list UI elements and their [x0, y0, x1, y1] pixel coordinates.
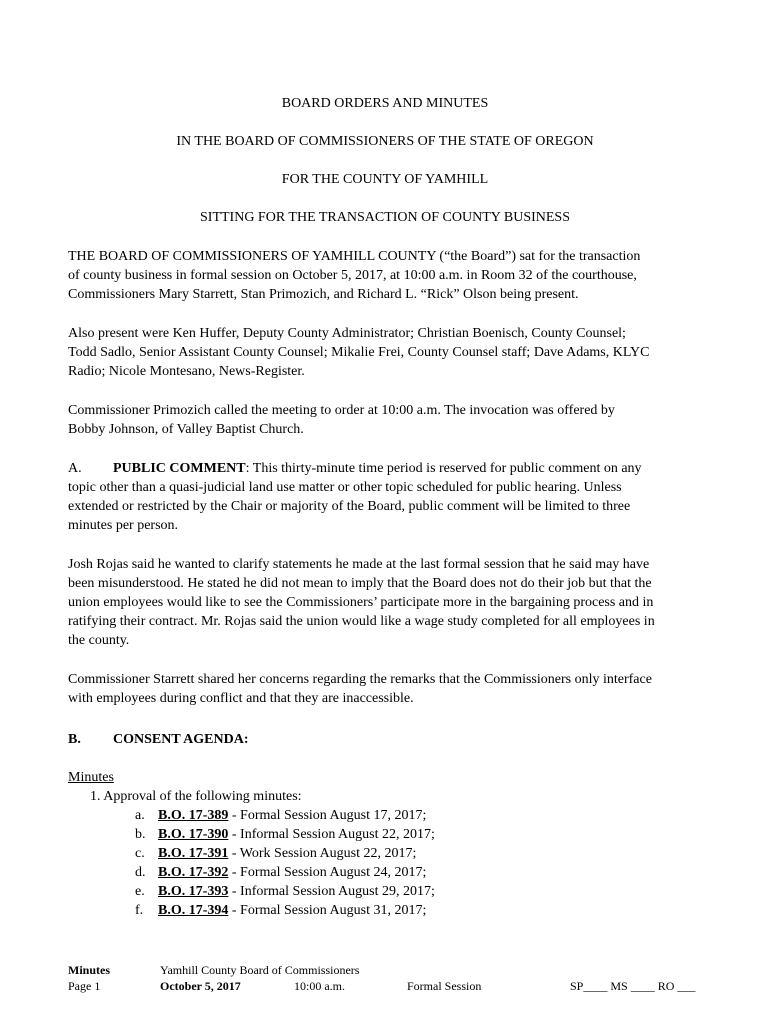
board-order-number: B.O. 17-394 — [158, 903, 229, 918]
text-line: been misunderstood. He stated he did not mean to imply that the Board does not do their job but that the — [68, 576, 652, 591]
board-order-number: B.O. 17-392 — [158, 865, 229, 880]
list-letter: b. — [135, 827, 146, 842]
text-line: Josh Rojas said he wanted to clarify statements he made at the last formal session that he said may have — [68, 557, 650, 572]
section-title: CONSENT AGENDA: — [113, 732, 249, 747]
header-purpose: SITTING FOR THE TRANSACTION OF COUNTY BUSINESS — [200, 210, 570, 225]
text-line: with employees during conflict and that they are inaccessible. — [68, 691, 414, 706]
list-item-text: - Work Session August 22, 2017; — [228, 846, 417, 861]
section-a-first-line — [68, 459, 708, 478]
footer-label: Minutes — [68, 963, 110, 977]
board-order-number: B.O. 17-391 — [158, 846, 229, 861]
section-a-public-comment — [68, 459, 708, 535]
starrett-comment-paragraph — [68, 670, 708, 708]
list-item-text: - Informal Session August 29, 2017; — [228, 884, 435, 899]
text-line: Commissioner Primozich called the meeting to order at 10:00 a.m. The invocation was offered by — [68, 403, 615, 418]
list-letter: f. — [135, 903, 144, 918]
text-line: Radio; Nicole Montesano, News-Register. — [68, 364, 305, 379]
footer-time: 10:00 a.m. — [294, 979, 345, 993]
text-line: ratifying their contract. Mr. Rojas said the union would like a wage study completed for all employees in — [68, 614, 655, 629]
footer-initials: SP____ MS ____ RO ___ — [570, 979, 696, 993]
section-text: : This thirty-minute time period is reserved for public comment on any — [245, 461, 642, 476]
also-present-paragraph — [68, 324, 708, 381]
board-order-number: B.O. 17-393 — [158, 884, 229, 899]
list-letter: a. — [135, 808, 145, 823]
text-line: Todd Sadlo, Senior Assistant County Counsel; Mikalie Frei, County Counsel staff; Dave Adams, KLYC — [68, 345, 650, 360]
minutes-heading: Minutes — [68, 770, 114, 785]
list-letter: d. — [135, 865, 146, 880]
header-county: FOR THE COUNTY OF YAMHILL — [281, 172, 489, 187]
section-b-consent-agenda — [68, 730, 249, 749]
text-line: topic other than a quasi-judicial land use matter or other topic scheduled for public hearing. Unless — [68, 480, 622, 495]
text-line: THE BOARD OF COMMISSIONERS OF YAMHILL COUNTY (“the Board”) sat for the transaction — [68, 249, 641, 264]
text-line: Also present were Ken Huffer, Deputy County Administrator; Christian Boenisch, County Counsel; — [68, 326, 626, 341]
footer-date: October 5, 2017 — [160, 979, 241, 993]
section-title: PUBLIC COMMENT — [113, 461, 246, 476]
attendance-paragraph — [68, 247, 708, 304]
text-line: Commissioner Starrett shared her concerns regarding the remarks that the Commissioners only interface — [68, 672, 652, 687]
rojas-comment-paragraph — [68, 555, 708, 650]
text-line: Commissioners Mary Starrett, Stan Primozich, and Richard L. “Rick” Olson being present. — [68, 287, 579, 302]
text-line: union employees would like to see the Commissioners’ participate more in the bargaining process and in — [68, 595, 654, 610]
text-line: extended or restricted by the Chair or majority of the Board, public comment will be limited to three — [68, 499, 631, 514]
footer-session-type: Formal Session — [407, 979, 482, 993]
call-to-order-paragraph — [68, 401, 708, 439]
minutes-item-1: 1. Approval of the following minutes: — [90, 789, 302, 804]
section-letter: A. — [68, 461, 82, 476]
text-line: minutes per person. — [68, 518, 179, 533]
footer-page-number: Page 1 — [68, 979, 101, 993]
list-item-text: - Formal Session August 17, 2017; — [228, 808, 427, 823]
text-line: Bobby Johnson, of Valley Baptist Church. — [68, 422, 304, 437]
board-order-number: B.O. 17-389 — [158, 808, 229, 823]
board-order-number: B.O. 17-390 — [158, 827, 229, 842]
header-board: IN THE BOARD OF COMMISSIONERS OF THE STATE OF OREGON — [176, 134, 594, 149]
header-title: BOARD ORDERS AND MINUTES — [281, 96, 489, 111]
list-item-text: - Formal Session August 31, 2017; — [228, 903, 427, 918]
section-letter: B. — [68, 732, 81, 747]
list-item-text: - Formal Session August 24, 2017; — [228, 865, 427, 880]
footer-organization: Yamhill County Board of Commissioners — [160, 963, 360, 977]
list-letter: e. — [135, 884, 145, 899]
text-line: of county business in formal session on October 5, 2017, at 10:00 a.m. in Room 32 of the courthouse, — [68, 268, 637, 283]
text-line: the county. — [68, 633, 130, 648]
list-item-text: - Informal Session August 22, 2017; — [228, 827, 435, 842]
list-letter: c. — [135, 846, 145, 861]
